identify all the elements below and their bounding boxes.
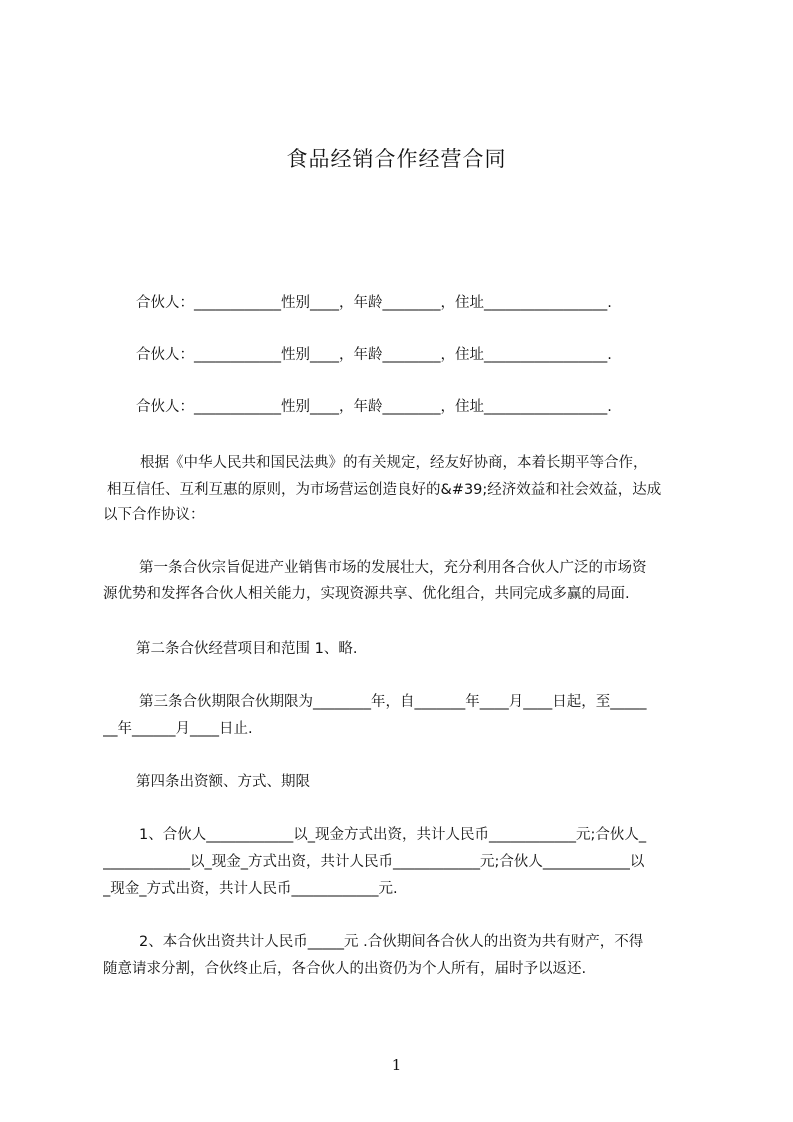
article-4-item-1-line: 1、合伙人____________以_现金方式出资，共计人民币____________元;合伙人_ [139, 827, 647, 843]
article-4-item-1-line: _现金_方式出资，共计人民币____________元. [103, 881, 398, 897]
article-3-line: 第三条合伙期限合伙期限为________年，自_______年____月____日起，至_____ [139, 694, 647, 710]
article-2: 第二条合伙经营项目和范围 1、略. [136, 641, 358, 657]
article-4-title: 第四条出资额、方式、期限 [136, 774, 310, 790]
article-4-item-1-line: ____________以_现金_方式出资，共计人民币____________元;合伙人____________以 [103, 854, 645, 870]
intro-line: 根据《中华人民共和国民法典》的有关规定，经友好协商，本着长期平等合作， [140, 455, 648, 471]
article-3-line: __年______月____日止. [103, 721, 253, 737]
partner-line: 合伙人：____________性别____，年龄________，住址_________________. [136, 347, 612, 363]
article-1-line: 第一条合伙宗旨促进产业销售市场的发展壮大，充分利用各合伙人广泛的市场资 [139, 560, 647, 576]
document-title: 食品经销合作经营合同 [286, 147, 507, 171]
article-4-item-2-line: 2、本合伙出资共计人民币_____元 .合伙期间各合伙人的出资为共有财产，不得 [139, 934, 644, 950]
page-number: 1 [391, 1056, 402, 1074]
intro-line: 相互信任、互利互惠的原则，为市场营运创造良好的&#39;经济效益和社会效益，达成 [107, 482, 662, 498]
partner-line: 合伙人：____________性别____，年龄________，住址_________________. [136, 399, 612, 415]
article-4-item-2-line: 随意请求分割，合伙终止后，各合伙人的出资仍为个人所有，届时予以返还. [103, 961, 587, 977]
article-1-line: 源优势和发挥各合伙人相关能力，实现资源共享、优化组合，共同完成多赢的局面. [103, 586, 630, 602]
partner-line: 合伙人：____________性别____，年龄________，住址_________________. [136, 295, 612, 311]
intro-line: 以下合作协议： [103, 507, 205, 523]
